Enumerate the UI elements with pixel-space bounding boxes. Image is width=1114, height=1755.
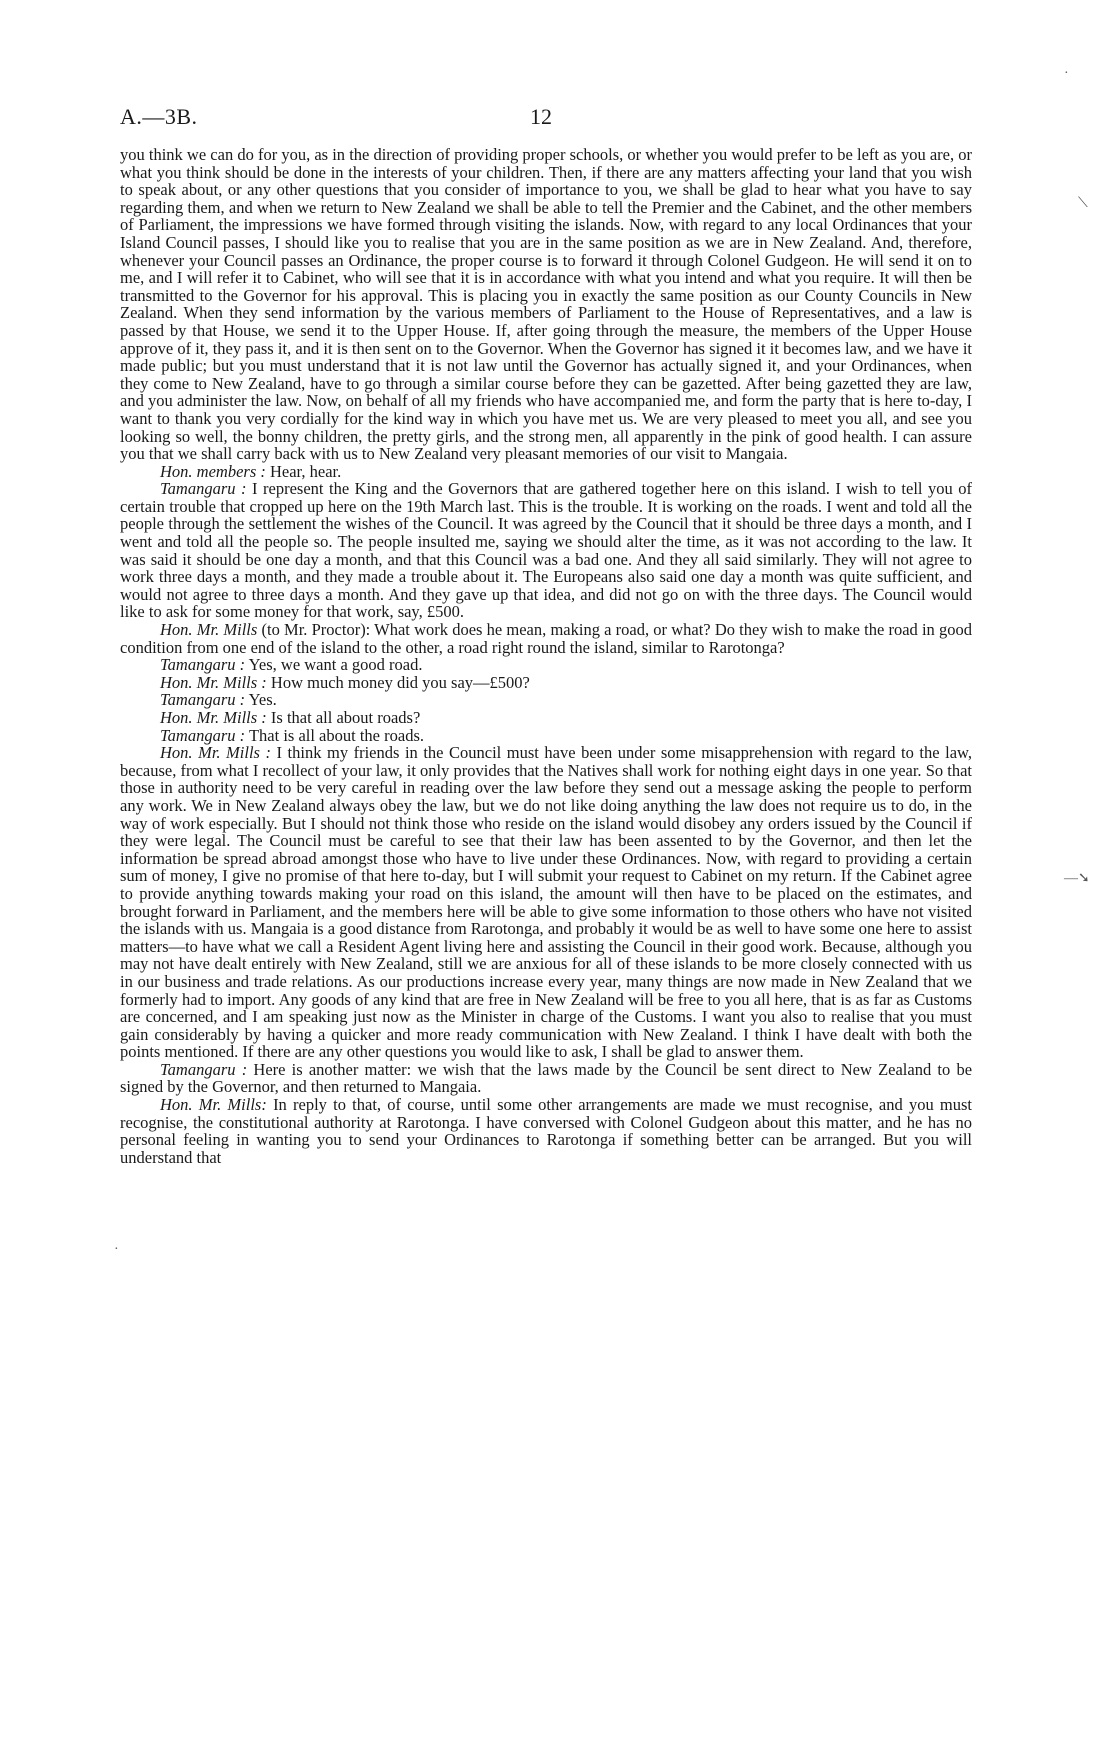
body-text [120, 146, 972, 1166]
paragraph-text: Yes, we want a good road. [248, 655, 423, 675]
paragraph-text: How much money did you say—£500? [270, 672, 530, 692]
speaker-name: Tamangaru : [160, 725, 246, 745]
paragraph [120, 727, 972, 745]
margin-mark: · [1064, 66, 1069, 81]
paragraph [120, 656, 972, 674]
paragraph-text: Yes. [248, 690, 277, 710]
margin-mark: ⟍ [1078, 196, 1088, 211]
paragraph-text: I think my friends in the Council must have been under some misapprehension with regard to the law, because, from what I recollect of your law, it only provides that the Natives shall work for nothing eight days in one year. So that those in authority need to be very careful in reading over the law before they send out a message asking the people to perform any work. We in New Zealand always obey the law, but we do not like doing anything the law does not require us to do, in the way of work especially. But I should not think those who reside on the island would disobey any orders issued by the Council if they were legal. The Council must be careful to see that their law has been assented to by the Governor, and then let the information be spread abroad amongst those who have to live under these Ordinances. Now, with regard to providing a certain sum of money, I give no promise of that here to-day, but I will submit your request to Cabinet on my return. If the Cabinet agree to provide anything towards making your road on this island, the amount will then have to be placed on the estimates, and brought forward in Parliament, and the members here will be able to give some information to those others who have not visited the islands with us. Mangaia is a good distance from Rarotonga, and probably it would be as well to have some one here to assist matters—to have what we call a Resident Agent living here and assisting the Council in their good work. Because, although you may not have dealt entirely with New Zealand, still we are anxious for all of these islands to be more closely connected with us in our business and trade relations. As our productions increase every year, many things are now made in New Zealand that we formerly had to import. Any goods of any kind that are free in New Zealand will be free to you all here, that is as far as Customs are concerned, and I am speaking just now as the Minister in charge of the Customs. I want you also to realise that you must gain considerably by having a quicker and more ready communication with New Zealand. I think I have dealt with both the points mentioned. If there are any other questions you would like to ask, I shall be glad to answer them. [120, 743, 972, 1062]
page-header [120, 104, 990, 134]
margin-mark: —➘ [1064, 871, 1090, 886]
paragraph-text: Is that all about roads? [270, 708, 421, 727]
paragraph [120, 691, 972, 709]
speaker-name: Hon. Mr. Mills : [160, 708, 267, 727]
paragraph-text: I represent the King and the Governors that are gathered together here on this island. I wish to tell you of certain trouble that cropped up here on the 19th March last. This is the trouble. It is working on the roads. I went and told all the people through the settlement the wishes of the Council. It was agreed by the Council that it should be three days a month, and I went and told all the people so. The people insulted me, saying we should alter the time, as it was not according to the law. It was said it should be one day a month, and that this Council was a bad one. And they all said similarly. They will not agree to work three days a month, and they made a trouble about it. The Europeans also said one day a month was quite sufficient, and would not agree to three days a month. And they gave up that idea, and did not go on with the three days. The Council would like to ask for some money for that work, say, £500. [120, 479, 973, 622]
paragraph [120, 1061, 972, 1096]
paragraph [120, 709, 972, 727]
paragraph [120, 621, 972, 656]
paragraph [120, 480, 972, 621]
speaker-name: Hon. members : [160, 461, 266, 481]
speaker-name: Tamangaru : [160, 655, 246, 675]
paragraph [120, 674, 972, 692]
speaker-name: Hon. Mr. Mills [160, 620, 258, 640]
paragraph [120, 744, 972, 1061]
paragraph-text: you think we can do for you, as in the direction of providing proper schools, or whether you would prefer to be left as you are, or what you think should be done in the interests of your children. Then, if there are any matters affecting your land that you wish to speak about, or any other questions that you consider of importance to you, we shall be glad to hear what you have to say regarding them, and when we return to New Zealand we shall be able to tell the Premier and the Cabinet, and the other members of Parliament, the impressions we have formed through visiting the islands. Now, with regard to any local Ordinances that your Island Council passes, I should like you to realise that you are in the same position as we are in New Zealand. And, therefore, whenever your Council passes an Ordinance, the proper course is to forward it through Colonel Gudgeon. He will send it on to me, and I will refer it to Cabinet, who will see that it is in accordance with what you intend and what you require. It will then be transmitted to the Governor for his approval. This is placing you in exactly the same position as our County Councils in New Zealand. When they send information by the various members of Parliament to the House of Representatives, and a law is passed by that House, we send it to the Upper House. If, after going through the measure, the members of the Upper House approve of it, they pass it, and it is then sent on to the Governor. When the Governor has signed it it becomes law, and we have it made public; but you must understand that it is not law until the Governor has actually signed it, and your Ordinances, when they come to New Zealand, have to go through a similar course before they can be gazetted. After being gazetted they are law, and you administer the law. Now, on behalf of all my friends who have accompanied me, and form the party that is here to-day, I want to thank you very cordially for the kind way in which you have met us. We are very pleased to meet you all, and see you looking so well, the bonny children, the pretty girls, and the strong men, all apparently in the pink of good health. I can assure you that we shall carry back with us to New Zealand very pleasant memories of our visit to Mangaia. [120, 145, 972, 464]
paragraph-text: (to Mr. Proctor): What work does he mean, making a road, or what? Do they wish to make the road in good condition from one end of the island to the other, a road right round the island, similar to Rarotonga? [120, 620, 973, 657]
page-number: 12 [530, 104, 552, 129]
paragraph-text: That is all about the roads. [248, 725, 424, 745]
speaker-name: Tamangaru : [160, 690, 246, 710]
speaker-name: Hon. Mr. Mills: [160, 1095, 267, 1115]
document-reference: A.—3B. [120, 104, 198, 129]
paragraph-text: Hear, hear. [269, 461, 342, 481]
paragraph [120, 1096, 972, 1166]
paragraph-text: In reply to that, of course, until some other arrangements are made we must recognise, and you must recognise, the constitutional authority at Rarotonga. I have conversed with Colonel Gudgeon about this matter, and he has no personal feeling in wanting you to send your Ordinances to Rarotonga if something better can be arranged. But you will understand that [120, 1095, 972, 1167]
paragraph [120, 146, 972, 463]
margin-mark: · [114, 1242, 119, 1257]
speaker-name: Tamangaru : [160, 1059, 248, 1079]
speaker-name: Hon. Mr. Mills : [160, 672, 267, 692]
speaker-name: Hon. Mr. Mills : [160, 743, 271, 763]
paragraph [120, 463, 972, 481]
paragraph-text: Here is another matter: we wish that the laws made by the Council be sent direct to New Zealand to be signed by the Governor, and then returned to Mangaia. [120, 1059, 973, 1097]
speaker-name: Tamangaru : [160, 479, 247, 499]
